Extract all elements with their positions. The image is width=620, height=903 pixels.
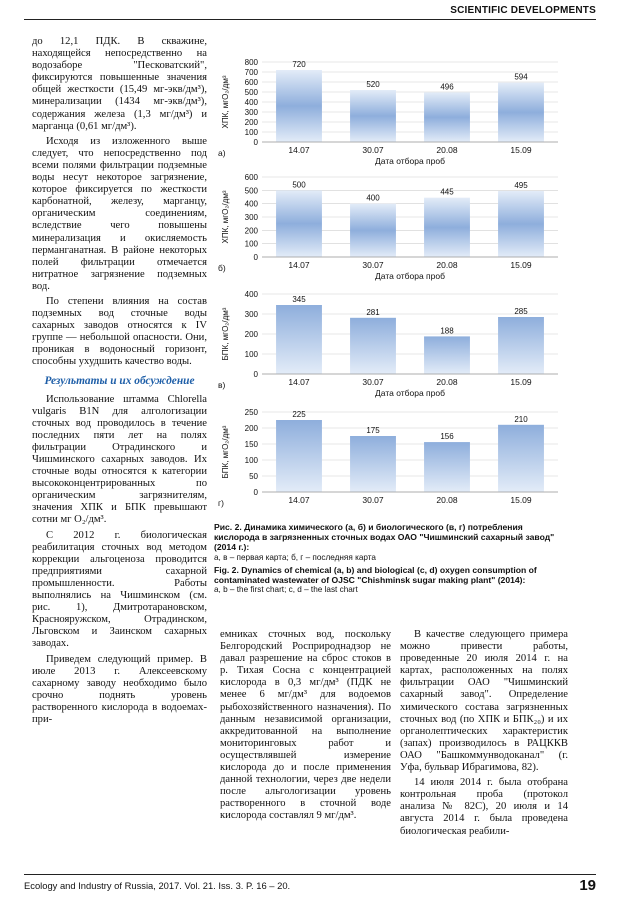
chart-svg <box>214 169 568 284</box>
x-axis-title: Дата отбора проб <box>375 271 445 281</box>
running-footer <box>24 874 596 898</box>
y-tick-label: 600 <box>244 173 258 182</box>
data-label: 188 <box>440 326 454 336</box>
figure-caption <box>214 522 570 595</box>
y-tick-label: 200 <box>244 424 258 433</box>
paragraph: В качестве следующего примера можно привести работы, проведенные 20 июля 2014 г. на картах, расположенных на полях фильтрации ОАО "Чишминский сахарный завод". Определение химического состава загрязненных сточных вод (по ХПК и БПК₂₀) и их органолептических характеристик (запах) производилось в РАЦККВ ОАО "Башкоммунводоканал" (г. Уфа, бульвар Ибрагимова, 82). <box>400 629 568 774</box>
panel-letter: б) <box>218 263 226 273</box>
y-axis-title: БПК, мгO₂/дм³ <box>221 307 230 361</box>
x-tick-label: 30.07 <box>362 260 384 270</box>
paragraph: 14 июля 2014 г. была отобрана контрольная проба (протокол анализа № 82С), 20 июля и 14 августа 2014 г. была проведена биологическая реабили- <box>400 777 568 837</box>
text-column-1 <box>32 36 207 729</box>
y-tick-label: 200 <box>244 226 258 236</box>
bar <box>350 436 396 492</box>
bar <box>276 190 322 257</box>
bar <box>424 92 470 142</box>
y-tick-label: 300 <box>244 213 258 222</box>
paragraph: Исходя из изложенного выше следует, что непосредственно под всеми полями фильтрации подземные воды несут некоторое загрязнение, которое фиксируется по жесткости карбонатной, железу, марганцу, органическим соединениям, вследствие чего повышены минерализация и окисляемость перманганатная. В районе некоторых полей фильтрации отмечается нитратное загрязнение подземных вод. <box>32 135 207 292</box>
panel-letter: а) <box>218 148 226 158</box>
section-heading: Результаты и их обсуждение <box>44 374 195 387</box>
panel-letter: г) <box>218 498 224 508</box>
x-tick-label: 20.08 <box>436 145 458 155</box>
caption-en-legend: a, b – the first chart; c, d – the last chart <box>214 585 358 595</box>
data-label: 495 <box>514 181 528 190</box>
y-tick-label: 300 <box>244 108 258 117</box>
x-tick-label: 15.09 <box>510 260 532 270</box>
panel-letter: в) <box>218 380 226 390</box>
paragraph: Приведем следующий пример. В июле 2013 г. Алексеевскому сахарному заводу необходимо было срочно поднять уровень растворенного кислорода в водоемах-при- <box>32 653 207 725</box>
y-tick-label: 500 <box>244 186 258 196</box>
running-header <box>24 4 596 20</box>
y-tick-label: 800 <box>244 58 258 67</box>
data-label: 285 <box>514 307 528 316</box>
data-label: 225 <box>292 410 306 419</box>
data-label: 594 <box>514 72 528 82</box>
data-label: 281 <box>366 307 380 317</box>
paragraph: емниках сточных вод, поскольку Белгородский Росприроднадзор не давал разрешение на сброс стоков в р. Тихая Сосна с концентрацией кислорода в 0,3 мг/дм³ (ПДК не менее 6 мг/дм³ для водоемов рыбохозяйственного назначения). По данным независимой организации, аккредитованной на выполнение мониторинговых работ и осуществлявшей измерение кислорода до и после применения данной технологии, через две недели после альгологизации уровень растворенного в сточной воде кислорода составлял 9 мг/дм³. <box>220 629 391 822</box>
y-tick-label: 100 <box>244 456 258 465</box>
footer-citation: Ecology and Industry of Russia, 2017. Vol. 21. Iss. 3. P. 16 – 20. <box>24 880 291 891</box>
chart-panel-b <box>214 169 568 284</box>
caption-en: Fig. 2. Dynamics of chemical (a, b) and biological (c, d) oxygen consumption of contaminated wastewater of OJSC "Chishminsk sugar making plant" (2014): <box>214 564 537 586</box>
chart-svg <box>214 404 568 519</box>
x-tick-label: 30.07 <box>362 495 384 505</box>
data-label: 720 <box>292 60 306 69</box>
bar <box>276 305 322 374</box>
data-label: 210 <box>514 414 528 424</box>
chart-panel-a <box>214 54 568 169</box>
text-column-3 <box>400 629 568 841</box>
y-tick-label: 200 <box>244 118 258 127</box>
x-tick-label: 20.08 <box>436 377 458 387</box>
data-label: 400 <box>366 193 380 203</box>
y-tick-label: 0 <box>253 370 258 379</box>
data-label: 156 <box>440 432 454 442</box>
x-tick-label: 15.09 <box>510 377 532 387</box>
y-tick-label: 500 <box>244 88 258 97</box>
y-tick-label: 600 <box>244 78 258 87</box>
y-tick-label: 400 <box>244 199 258 209</box>
paragraph: Использование штамма Chlorella vulgaris B1N для алгологизации сточных вод проводилось в течение последних пяти лет на полях фильтрации Отрадинского и Чишминского сахарных заводов. Их сточные воды относятся к категории высококонцентрированных по органическим загрязнителям, значения ХПК и БПК превышают сотни мг O₂/дм³. <box>32 393 207 526</box>
bar <box>498 191 544 257</box>
bar <box>424 336 470 374</box>
x-tick-label: 30.07 <box>362 145 384 155</box>
x-tick-label: 15.09 <box>510 145 532 155</box>
bar <box>424 442 470 492</box>
paragraph: до 12,1 ПДК. В скважине, находящейся непосредственно на водозаборе "Песковатский", фиксируются повышенные значения общей жесткости (15,49 мг-экв/дм³), минерализации (1434 мг-экв/дм³), содержания железа (1,3 мг/дм³) и марганца (0,61 мг/дм³). <box>32 36 207 132</box>
x-tick-label: 15.09 <box>510 495 532 505</box>
page-number: 19 <box>579 877 596 894</box>
data-label: 500 <box>292 180 306 190</box>
y-tick-label: 400 <box>244 290 258 299</box>
y-tick-label: 100 <box>244 350 258 359</box>
x-tick-label: 14.07 <box>288 145 310 155</box>
y-axis-title: ХПК, мгO₂/дм³ <box>221 75 230 129</box>
paragraph: По степени влияния на состав подземных вод сточные воды сахарных заводов относятся к IV группе — небольшой опасности. Они, проникая в водоносный горизонт, способны ухудшить качество воды. <box>32 295 207 368</box>
bar <box>350 318 396 374</box>
data-label: 445 <box>440 187 454 197</box>
y-tick-label: 150 <box>244 440 258 449</box>
caption-ru: Рис. 2. Динамика химического (а, б) и биологического (в, г) потребления кислорода в загрязненных сточных водах ОАО "Чишминский сахарный завод" (2014 г.): <box>214 522 555 553</box>
y-tick-label: 0 <box>253 488 258 497</box>
figure-2 <box>214 54 568 509</box>
y-tick-label: 200 <box>244 330 258 339</box>
x-tick-label: 20.08 <box>436 495 458 505</box>
y-tick-label: 100 <box>244 128 258 137</box>
bar <box>498 83 544 142</box>
chart-svg <box>214 54 568 169</box>
x-tick-label: 14.07 <box>288 377 310 387</box>
y-tick-label: 50 <box>249 472 258 481</box>
bar <box>350 90 396 142</box>
caption-ru-legend: а, в – первая карта; б, г – последняя карта <box>214 552 376 562</box>
x-tick-label: 14.07 <box>288 495 310 505</box>
text-column-2 <box>220 629 391 826</box>
data-label: 520 <box>366 80 380 89</box>
data-label: 175 <box>366 426 380 435</box>
data-label: 496 <box>440 82 454 92</box>
chart-panel-c <box>214 286 568 401</box>
bar <box>276 420 322 492</box>
x-axis-title: Дата отбора проб <box>375 388 445 398</box>
y-tick-label: 100 <box>244 239 258 249</box>
bar <box>276 70 322 142</box>
y-tick-label: 700 <box>244 68 258 77</box>
y-tick-label: 0 <box>253 253 258 262</box>
y-tick-label: 300 <box>244 310 258 319</box>
chart-panel-d <box>214 404 568 519</box>
bar <box>498 317 544 374</box>
x-tick-label: 30.07 <box>362 377 384 387</box>
data-label: 345 <box>292 295 306 304</box>
paragraph: С 2012 г. биологическая реабилитация сточных вод методом коррекции альгоценоза проводится предприятиями сахарной промышленности. Работы выполнялись на Чишминском (см. рис. 1), Дмитротарановском, Краснояружском, Отрадинском, Льговском и Заинском сахарных заводах. <box>32 529 207 650</box>
y-axis-title: БПК, мгO₂/дм³ <box>221 425 230 479</box>
bar <box>498 425 544 492</box>
bar <box>350 204 396 257</box>
y-tick-label: 250 <box>244 408 258 417</box>
bar <box>424 198 470 257</box>
x-tick-label: 14.07 <box>288 260 310 270</box>
y-tick-label: 0 <box>253 138 258 147</box>
chart-svg <box>214 286 568 401</box>
x-axis-title: Дата отбора проб <box>375 156 445 166</box>
header-title: SCIENTIFIC DEVELOPMENTS <box>450 5 596 16</box>
y-tick-label: 400 <box>244 98 258 107</box>
x-tick-label: 20.08 <box>436 260 458 270</box>
y-axis-title: ХПК, мгO₂/дм³ <box>221 190 230 244</box>
